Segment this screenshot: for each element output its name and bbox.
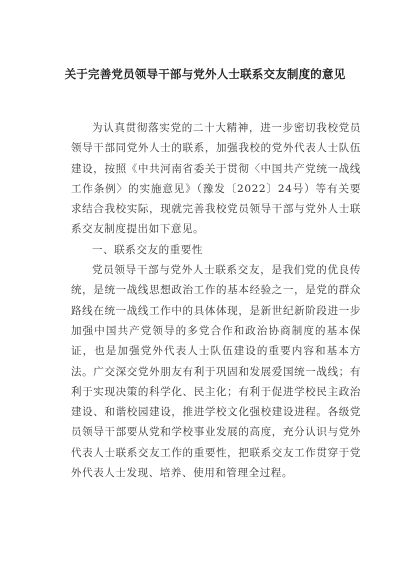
section-heading: 一、联系交友的重要性	[92, 243, 203, 256]
document-title: 关于完善党员领导干部与党外人士联系交友制度的意见	[64, 67, 346, 81]
document-body	[71, 118, 361, 483]
intro-paragraph: 为认真贯彻落实党的二十大精神，进一步密切我校党员领导干部同党外人士的联系，加强我校的党外代表人士队伍建设，按照《中共河南省委关于贯彻〈中国共产党统一战线工作条例〉的实施意见》（豫发〔2022〕24号）等有关要求结合我校实际，现就完善我校党员领导干部与党外人士联系交友制度提出如下意见。	[71, 122, 361, 236]
section-paragraph: 党员领导干部与党外人士联系交友，是我们党的优良传统，是统一战线思想政治工作的基本经验之一，是党的群众路线在统一战线工作中的具体体现，是新世纪新阶段进一步加强中国共产党领导的多党合作和政治协商制度的基本保证，也是加强党外代表人士队伍建设的重要内容和基本方法。广交深交党外朋友有利于巩固和发展爱国统一战线；有利于实现决策的科学化、民主化；有利于促进学校民主政治建设、和谐校园建设，推进学校文化强校建设进程。各级党员领导干部要从党和学校事业发展的高度，充分认识与党外代表人士联系交友工作的重要性，把联系交友工作贯穿于党外代表人士发现、培养、使用和管理全过程。	[71, 264, 361, 480]
